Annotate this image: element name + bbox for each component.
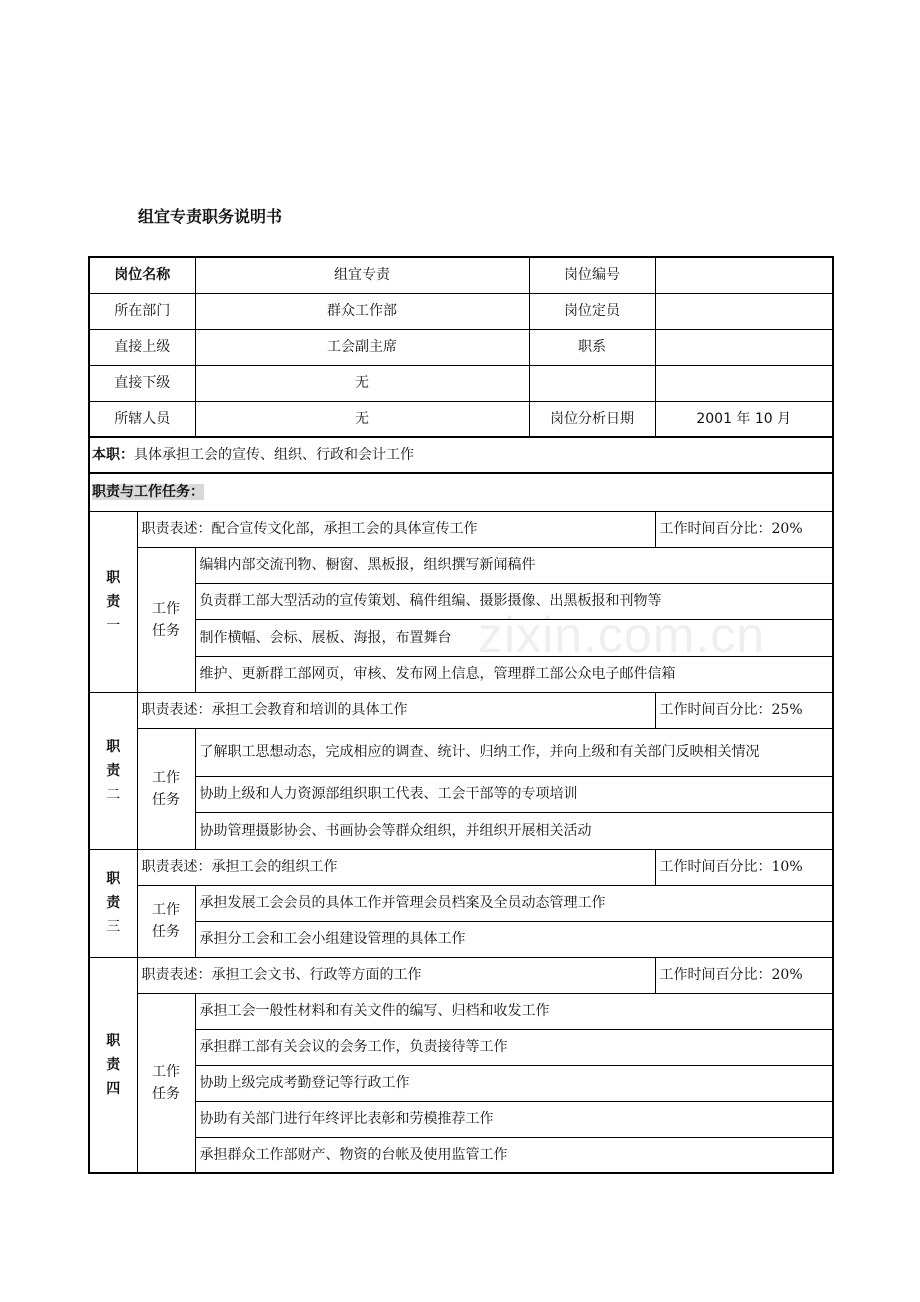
task-row [89,921,833,957]
value-analysis-date: 2001 年 10 月 [655,401,833,437]
label-headcount: 岗位定员 [529,293,655,329]
value-position-code [655,257,833,293]
duty-time-pct: 工作时间百分比：25% [655,692,833,728]
duty-name: 职 责 一 [89,511,137,692]
label-department: 所在部门 [89,293,195,329]
label-analysis-date: 岗位分析日期 [529,401,655,437]
task-item: 协助有关部门进行年终评比表彰和劳模推荐工作 [195,1101,833,1137]
task-item: 承担群众工作部财产、物资的台帐及使用监管工作 [195,1137,833,1173]
duties-header-cell [89,473,833,511]
value-staff: 无 [195,401,529,437]
value-position-name: 组宜专责 [195,257,529,293]
task-item: 承担分工会和工会小组建设管理的具体工作 [195,921,833,957]
task-item: 负责群工部大型活动的宣传策划、稿件组编、摄影摄像、出黑板报和刊物等 [195,583,833,619]
value-headcount [655,293,833,329]
task-item: 协助上级和人力资源部组织职工代表、工会干部等的专项培训 [195,776,833,812]
task-item: 承担工会一般性材料和有关文件的编写、归档和收发工作 [195,993,833,1029]
task-row [89,1065,833,1101]
task-item: 制作横幅、会标、展板、海报，布置舞台 [195,619,833,656]
label-direct-subordinate: 直接下级 [89,365,195,401]
task-row [89,619,833,656]
info-row [89,329,833,365]
duty-statement-row [89,849,833,885]
page-title: 组宜专责职务说明书 [138,207,283,226]
task-label: 工作 任务 [137,993,195,1173]
duty-statement-row [89,692,833,728]
info-row [89,293,833,329]
task-item: 承担群工部有关会议的会务工作，负责接待等工作 [195,1029,833,1065]
duty-statement: 职责表述：承担工会文书、行政等方面的工作 [137,957,655,993]
task-item: 协助上级完成考勤登记等行政工作 [195,1065,833,1101]
task-item: 协助管理摄影协会、书画协会等群众组织，并组织开展相关活动 [195,812,833,849]
info-row [89,257,833,293]
empty-cell [529,365,655,401]
task-label: 工作 任务 [137,547,195,692]
duty-statement: 职责表述：承担工会教育和培训的具体工作 [137,692,655,728]
duties-header: 职责与工作任务： [92,484,204,501]
benzhi-label: 本职： [92,447,134,463]
duty-time-pct: 工作时间百分比：20% [655,511,833,547]
value-direct-superior: 工会副主席 [195,329,529,365]
task-row [89,776,833,812]
duty-name: 职 责 四 [89,957,137,1173]
duty-time-pct: 工作时间百分比：10% [655,849,833,885]
empty-cell [655,365,833,401]
task-item: 承担发展工会会员的具体工作并管理会员档案及全员动态管理工作 [195,885,833,921]
task-row [89,583,833,619]
task-row [89,728,833,776]
task-item: 维护、更新群工部网页，审核、发布网上信息，管理群工部公众电子邮件信箱 [195,656,833,692]
duty-statement: 职责表述：承担工会的组织工作 [137,849,655,885]
benzhi-row [89,437,833,473]
watermark: zixin.com.cn [478,607,766,663]
label-position-code: 岗位编号 [529,257,655,293]
duty-name: 职 责 三 [89,849,137,957]
label-position-name: 岗位名称 [89,257,195,293]
task-row [89,885,833,921]
duty-name: 职 责 二 [89,692,137,849]
value-direct-subordinate: 无 [195,365,529,401]
task-row [89,547,833,583]
task-row [89,1029,833,1065]
label-staff: 所辖人员 [89,401,195,437]
task-row [89,1137,833,1173]
duty-time-pct: 工作时间百分比：20% [655,957,833,993]
benzhi-text: 具体承担工会的宣传、组织、行政和会计工作 [134,447,414,463]
info-row [89,365,833,401]
benzhi-cell [89,437,833,473]
label-job-family: 职系 [529,329,655,365]
task-row [89,812,833,849]
task-row [89,1101,833,1137]
value-job-family [655,329,833,365]
task-label: 工作 任务 [137,885,195,957]
value-department: 群众工作部 [195,293,529,329]
task-label: 工作 任务 [137,728,195,849]
duties-header-row [89,473,833,511]
task-row [89,656,833,692]
task-item: 编辑内部交流刊物、橱窗、黑板报，组织撰写新闻稿件 [195,547,833,583]
task-item: 了解职工思想动态，完成相应的调查、统计、归纳工作，并向上级和有关部门反映相关情况 [195,728,833,776]
duty-statement-row [89,511,833,547]
task-row [89,993,833,1029]
job-description-table [88,256,834,1174]
label-direct-superior: 直接上级 [89,329,195,365]
info-row [89,401,833,437]
duty-statement-row [89,957,833,993]
duty-statement: 职责表述：配合宣传文化部，承担工会的具体宣传工作 [137,511,655,547]
